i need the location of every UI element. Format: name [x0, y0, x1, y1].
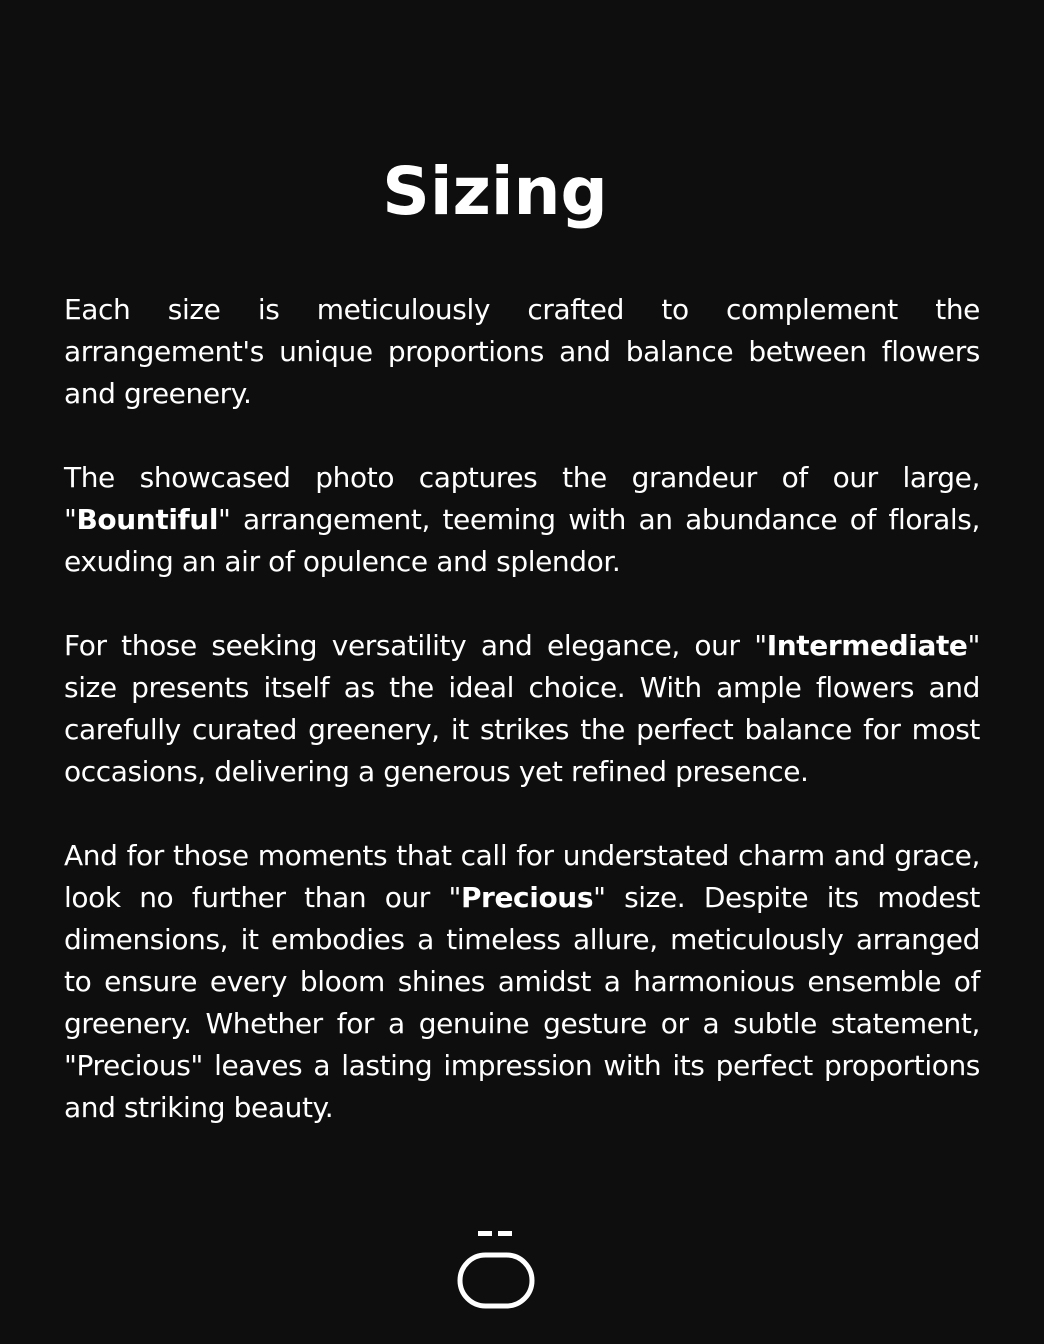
description-body [64, 289, 980, 1171]
paragraph-bountiful-rest: " arrangement, teeming with an abundance of florals, exuding an air of opulence and splendor. [64, 503, 980, 578]
paragraph-bountiful [64, 457, 980, 583]
paragraph-precious [64, 835, 980, 1129]
paragraph-intermediate-lead: For those seeking versatility and elegance, our " [64, 629, 767, 662]
paragraph-intermediate-rest: " size presents itself as the ideal choice. With ample flowers and carefully curated greenery, it strikes the perfect balance for most occasions, delivering a generous yet refined presence. [64, 629, 980, 788]
paragraph-intro [64, 289, 980, 415]
paragraph-intro-text: Each size is meticulously crafted to complement the arrangement's unique proportions and balance between flowers and greenery. [64, 293, 980, 410]
paragraph-intermediate [64, 625, 980, 793]
paragraph-precious-rest: " size. Despite its modest dimensions, it embodies a timeless allure, meticulously arranged to ensure every bloom shines amidst a harmonious ensemble of greenery. Whether for a genuine gesture or a subtle statement, "Precious" leaves a lasting impression with its perfect proportions and striking beauty. [64, 881, 980, 1124]
paragraph-precious-lead: And for those moments that call for understated charm and grace, look no further than our " [64, 839, 980, 914]
brand-logo-icon [456, 1228, 536, 1310]
size-name-intermediate: Intermediate [766, 629, 968, 662]
paragraph-bountiful-lead: The showcased photo captures the grandeur of our large, " [64, 461, 980, 536]
page-title: Sizing [382, 153, 608, 231]
size-name-bountiful: Bountiful [76, 503, 219, 536]
size-name-precious: Precious [460, 881, 594, 914]
